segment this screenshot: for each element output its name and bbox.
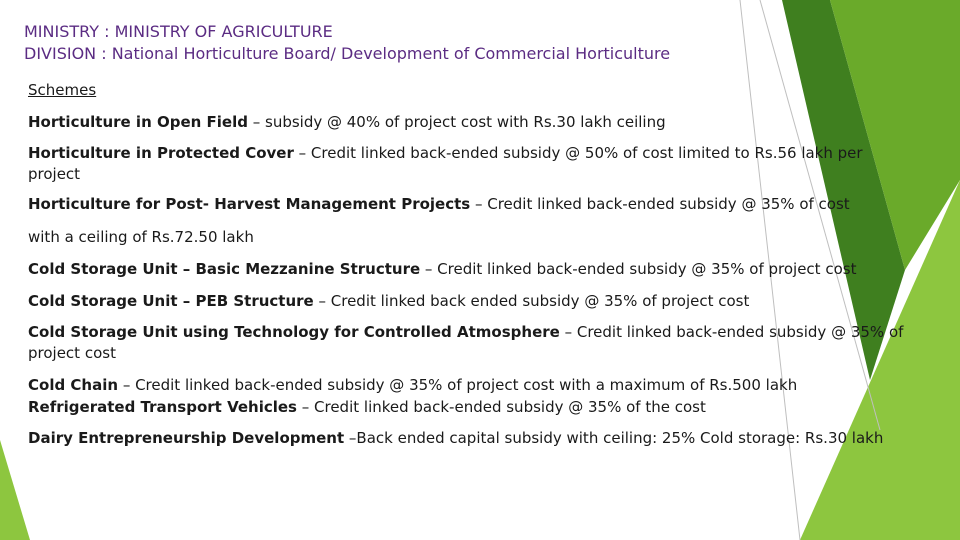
scheme-item xyxy=(28,112,908,133)
scheme-item xyxy=(28,143,908,185)
scheme-item xyxy=(28,322,908,364)
scheme-continuation: with a ceiling of Rs.72.50 lakh xyxy=(28,228,254,246)
scheme-name: Cold Chain xyxy=(28,376,119,394)
scheme-item xyxy=(28,428,928,449)
scheme-desc: – Credit linked back-ended subsidy @ 35% of project cost with a maximum of Rs.500 lakh xyxy=(118,376,798,394)
scheme-item xyxy=(28,397,908,418)
division-title: DIVISION : National Horticulture Board/ Development of Commercial Horticulture xyxy=(24,44,671,63)
scheme-name: Cold Storage Unit – PEB Structure xyxy=(28,292,314,310)
scheme-item xyxy=(28,194,908,215)
scheme-desc: – subsidy @ 40% of project cost with Rs.30 lakh ceiling xyxy=(247,113,666,131)
scheme-desc: – Credit linked back-ended subsidy @ 35% of project cost xyxy=(28,323,904,362)
scheme-desc: – Credit linked back-ended subsidy @ 50% of cost limited to Rs.56 lakh per project xyxy=(28,144,863,183)
scheme-name: Horticulture for Post- Harvest Management Projects xyxy=(28,195,471,213)
scheme-name: Cold Storage Unit using Technology for Controlled Atmosphere xyxy=(28,323,560,341)
scheme-name: Refrigerated Transport Vehicles xyxy=(28,398,297,416)
ministry-title: MINISTRY : MINISTRY OF AGRICULTURE xyxy=(24,22,333,41)
scheme-desc: – Credit linked back ended subsidy @ 35% of project cost xyxy=(313,292,750,310)
scheme-desc: – Credit linked back-ended subsidy @ 35% of the cost xyxy=(296,398,706,416)
scheme-item xyxy=(28,259,908,280)
schemes-heading: Schemes xyxy=(28,81,97,99)
scheme-name: Dairy Entrepreneurship Development xyxy=(28,429,345,447)
scheme-name: Horticulture in Open Field xyxy=(28,113,248,131)
scheme-desc: – Credit linked back-ended subsidy @ 35% of cost xyxy=(470,195,850,213)
scheme-desc: – Credit linked back-ended subsidy @ 35% of project cost xyxy=(420,260,857,278)
scheme-desc: –Back ended capital subsidy with ceiling: 25% Cold storage: Rs.30 lakh xyxy=(344,429,884,447)
scheme-item xyxy=(28,291,908,312)
scheme-name: Cold Storage Unit – Basic Mezzanine Structure xyxy=(28,260,421,278)
scheme-item xyxy=(28,375,908,396)
scheme-name: Horticulture in Protected Cover xyxy=(28,144,294,162)
